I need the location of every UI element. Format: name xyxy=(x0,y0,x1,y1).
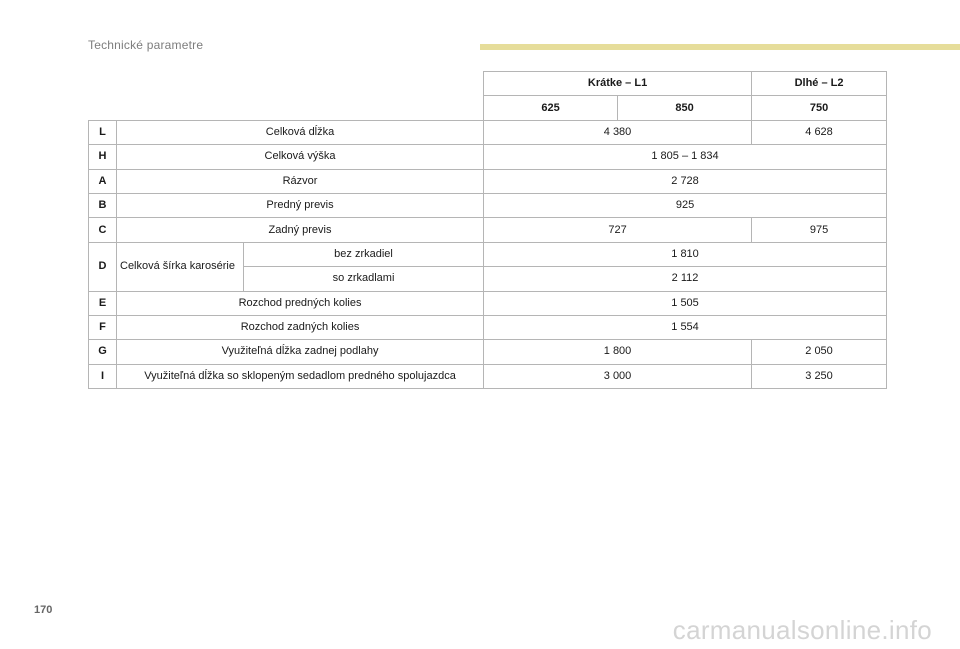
row-code: I xyxy=(89,364,117,388)
table-row xyxy=(89,291,887,315)
row-code: D xyxy=(89,242,117,291)
table-row xyxy=(89,145,887,169)
table-variant-row xyxy=(89,96,887,120)
table-row xyxy=(89,120,887,144)
value-long: 2 050 xyxy=(752,340,887,364)
row-label: Celková šírka karosérie xyxy=(117,242,244,291)
row-code: A xyxy=(89,169,117,193)
row-label: Celková dĺžka xyxy=(117,120,484,144)
row-code: L xyxy=(89,120,117,144)
row-label: Rozchod predných kolies xyxy=(117,291,484,315)
title-accent-bar xyxy=(480,44,960,50)
variant-750: 750 xyxy=(752,96,887,120)
table-row xyxy=(89,340,887,364)
table-row xyxy=(89,169,887,193)
table-row xyxy=(89,364,887,388)
value-all: 2 112 xyxy=(484,267,887,291)
watermark-text: carmanualsonline.info xyxy=(672,615,932,645)
value-short: 1 800 xyxy=(484,340,752,364)
value-all: 1 805 – 1 834 xyxy=(484,145,887,169)
value-all: 1 505 xyxy=(484,291,887,315)
value-all: 925 xyxy=(484,193,887,217)
header-short: Krátke – L1 xyxy=(484,72,752,96)
sub-label: bez zrkadiel xyxy=(244,242,484,266)
table-row xyxy=(89,218,887,242)
row-code: B xyxy=(89,193,117,217)
value-long: 3 250 xyxy=(752,364,887,388)
value-short: 4 380 xyxy=(484,120,752,144)
value-short: 3 000 xyxy=(484,364,752,388)
value-all: 2 728 xyxy=(484,169,887,193)
row-label: Zadný previs xyxy=(117,218,484,242)
row-label: Predný previs xyxy=(117,193,484,217)
row-code: E xyxy=(89,291,117,315)
row-code: C xyxy=(89,218,117,242)
value-long: 975 xyxy=(752,218,887,242)
row-label: Rozchod zadných kolies xyxy=(117,315,484,339)
table-row xyxy=(89,193,887,217)
value-long: 4 628 xyxy=(752,120,887,144)
value-all: 1 810 xyxy=(484,242,887,266)
variant-850: 850 xyxy=(618,96,752,120)
page-number: 170 xyxy=(34,604,53,616)
value-short: 727 xyxy=(484,218,752,242)
row-label: Celková výška xyxy=(117,145,484,169)
row-label: Využiteľná dĺžka zadnej podlahy xyxy=(117,340,484,364)
table-header-row xyxy=(89,72,887,96)
sub-label: so zrkadlami xyxy=(244,267,484,291)
header-long: Dlhé – L2 xyxy=(752,72,887,96)
dimensions-table xyxy=(88,71,887,389)
table-row xyxy=(89,315,887,339)
row-code: H xyxy=(89,145,117,169)
value-all: 1 554 xyxy=(484,315,887,339)
row-label: Rázvor xyxy=(117,169,484,193)
table-row xyxy=(89,242,887,266)
row-code: G xyxy=(89,340,117,364)
row-label: Využiteľná dĺžka so sklopeným sedadlom predného spolujazdca xyxy=(117,364,484,388)
variant-625: 625 xyxy=(484,96,618,120)
section-title: Technické parametre xyxy=(88,38,204,52)
row-code: F xyxy=(89,315,117,339)
